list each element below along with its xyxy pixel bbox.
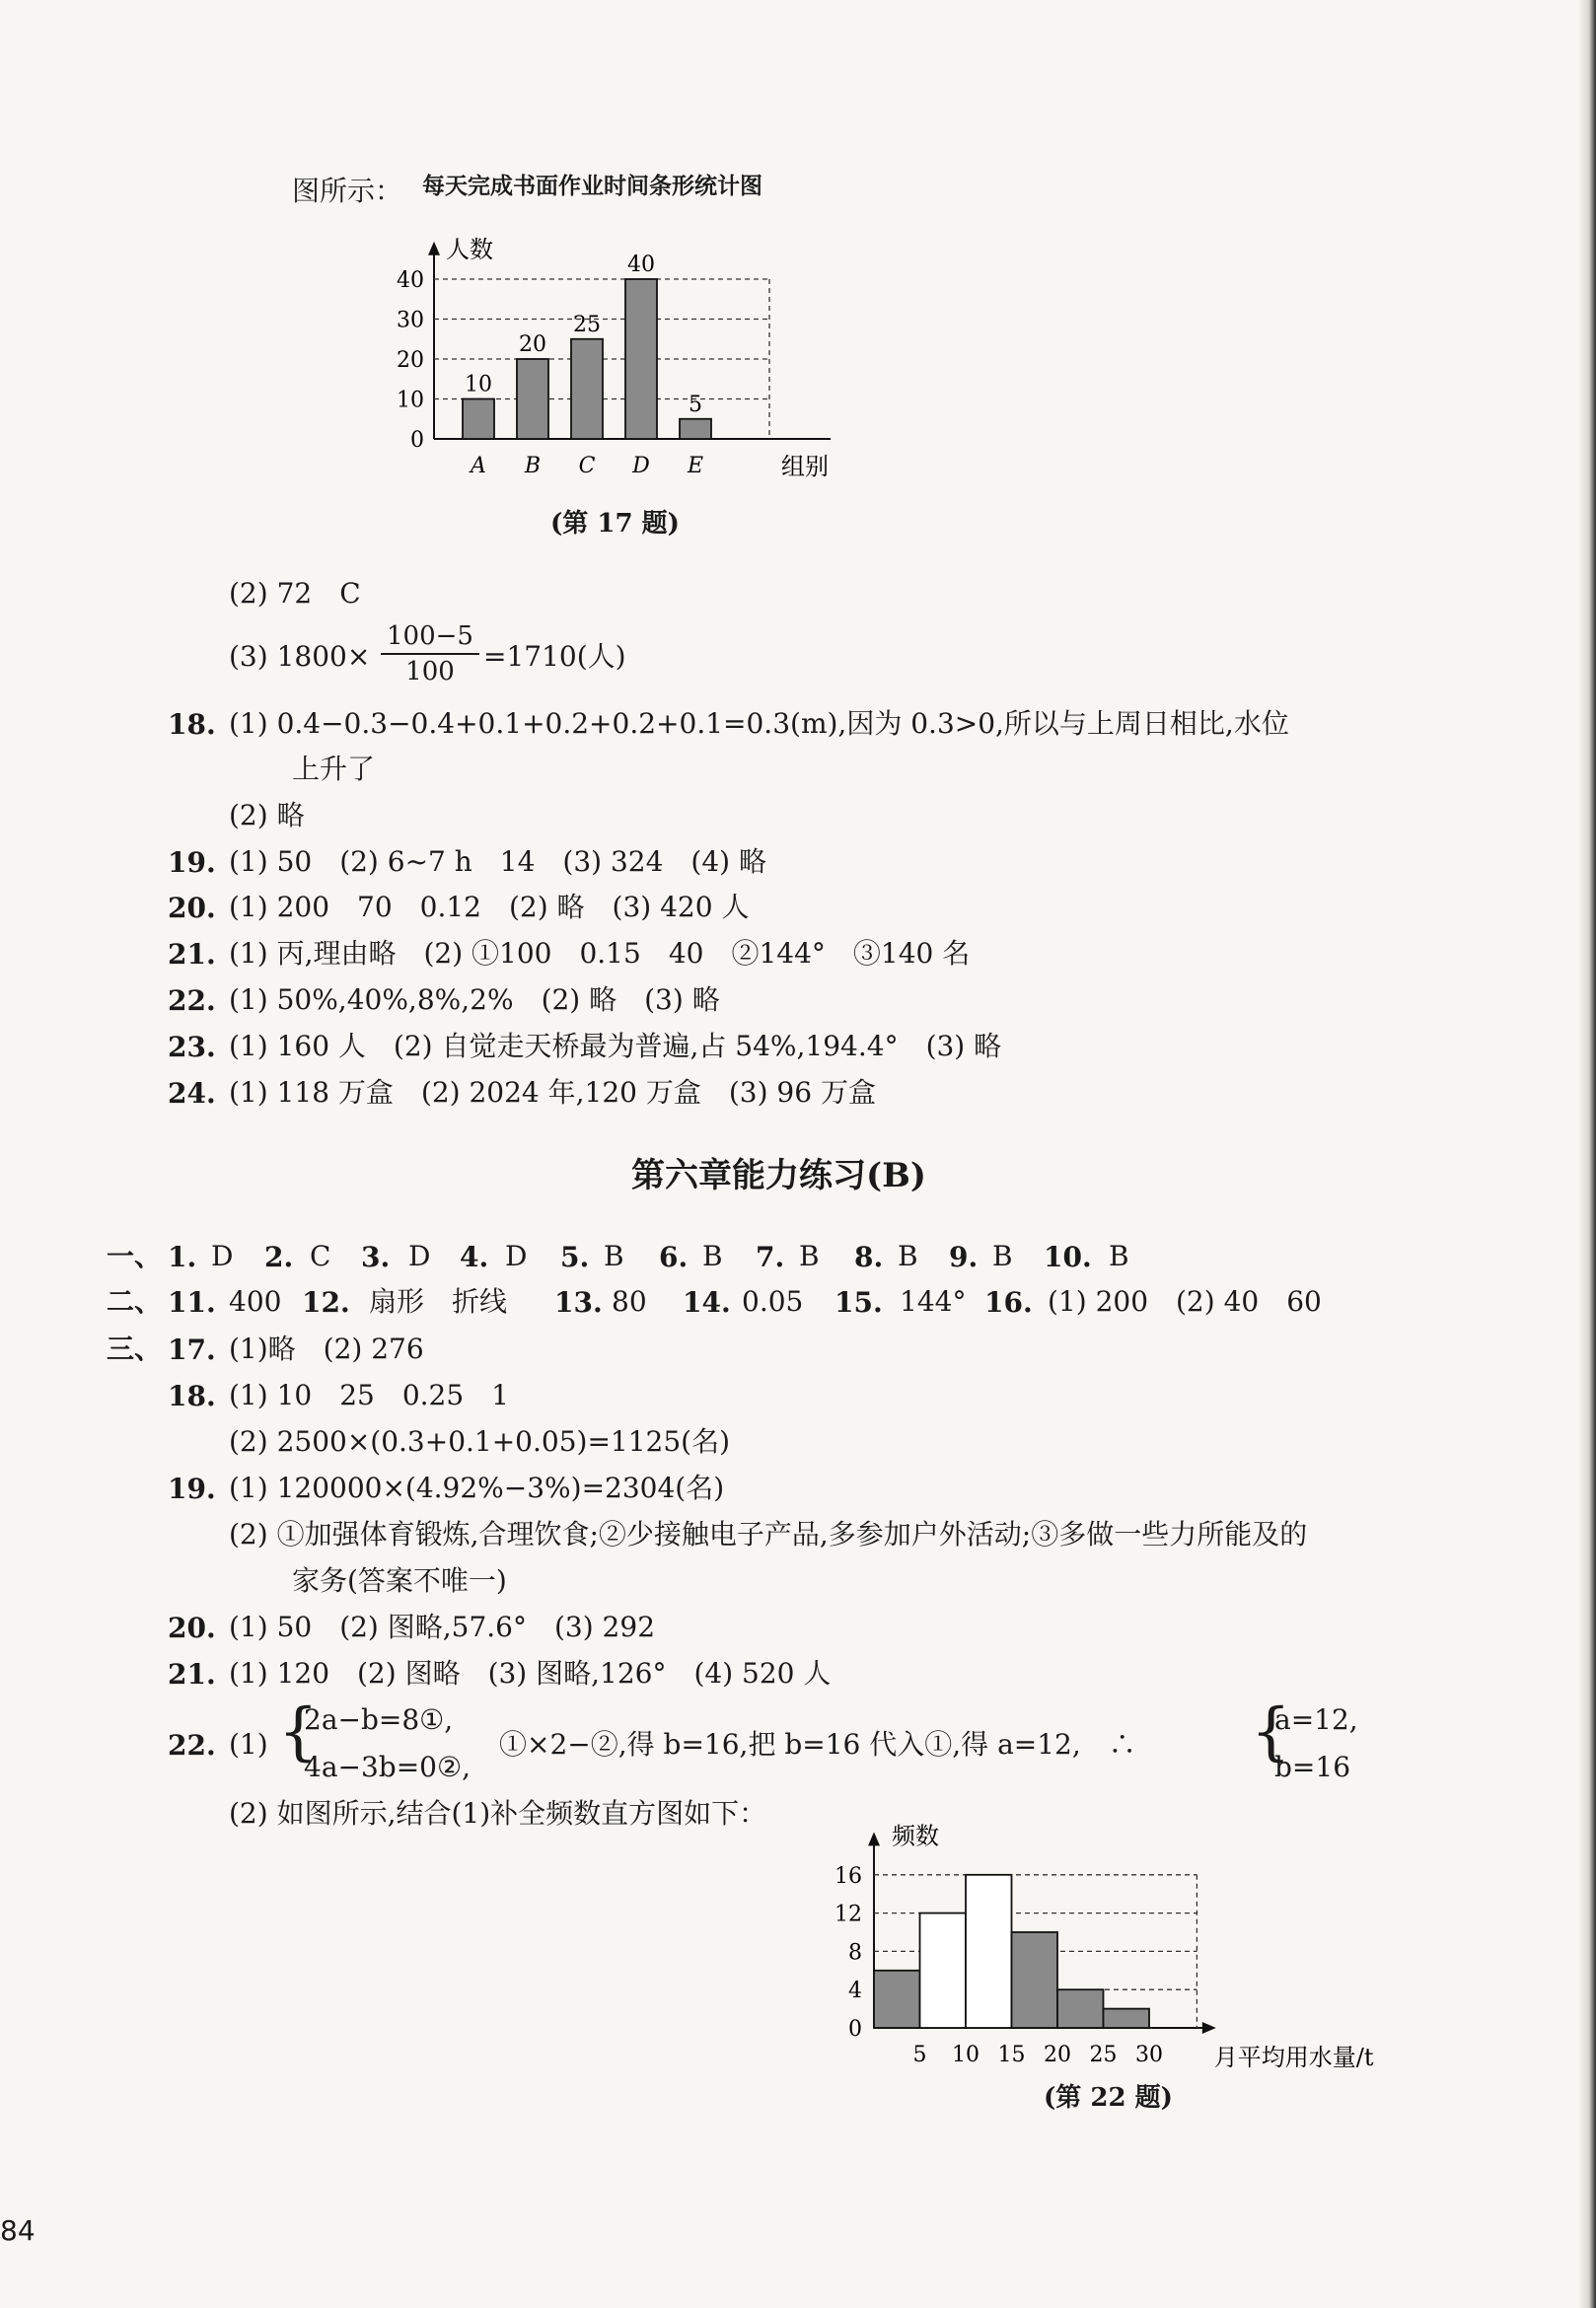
system-1-eq1: 2a−b=8①, <box>304 1703 454 1736</box>
question-number: 15. <box>834 1286 883 1319</box>
bar-A <box>463 399 494 440</box>
answer-3-21: (1) 120 (2) 图略 (3) 图略,126° (4) 520 人 <box>229 1657 832 1690</box>
answer-17-3-suffix: =1710(人) <box>483 640 626 673</box>
question-number: 7. <box>756 1241 785 1273</box>
histogram-bar <box>1012 1932 1058 2028</box>
y-tick-label: 8 <box>848 1940 862 1966</box>
question-number: 8. <box>854 1241 884 1273</box>
histogram-bar <box>1104 2009 1150 2028</box>
question-number: 12. <box>302 1286 350 1319</box>
answer-3-17: (1)略 (2) 276 <box>229 1333 424 1365</box>
x-tick-label: 10 <box>952 2043 979 2067</box>
question-number: 16. <box>984 1286 1033 1319</box>
x-tick-label: 5 <box>912 2043 927 2067</box>
y-axis-arrow <box>428 242 440 255</box>
answer-3-20: (1) 50 (2) 图略,57.6° (3) 292 <box>229 1611 656 1643</box>
question-number-21: 21. <box>168 1658 216 1691</box>
system-2-eq2: b=16 <box>1274 1751 1351 1783</box>
chart-title: 每天完成书面作业时间条形统计图 <box>422 174 762 199</box>
answer-22: (1) 50%,40%,8%,2% (2) 略 (3) 略 <box>229 983 720 1016</box>
question-number-22: 22. <box>168 984 216 1017</box>
y-tick-label: 20 <box>397 348 424 373</box>
figure-prefix: 图所示： <box>292 175 403 207</box>
question-number-18: 18. <box>168 1380 216 1412</box>
question-number: 4. <box>460 1241 489 1273</box>
bar-value-label: 10 <box>465 372 492 397</box>
y-axis-arrow <box>868 1832 880 1845</box>
question-number: 5. <box>560 1241 590 1273</box>
answer-value: B <box>604 1240 624 1272</box>
answer-value: 80 <box>612 1285 647 1318</box>
answer-value: 0.05 <box>742 1285 804 1318</box>
fraction-bar <box>381 653 479 655</box>
answer-value: B <box>702 1240 723 1272</box>
left-brace: { <box>1251 1695 1291 1768</box>
bar-chart-homework-time <box>375 202 868 488</box>
question-number: 6. <box>659 1241 689 1273</box>
question-number-19: 19. <box>168 1473 216 1505</box>
y-axis-label: 人数 <box>446 235 493 263</box>
answer-value: (1) 200 (2) 40 60 <box>1048 1285 1322 1318</box>
answer-3-19-3: 家务(答案不唯一) <box>292 1564 507 1597</box>
y-tick-label: 30 <box>397 308 424 333</box>
question-number: 13. <box>554 1286 603 1319</box>
question-number: 1. <box>168 1241 197 1273</box>
y-tick-label: 40 <box>397 268 424 293</box>
answer-3-22-label: (1) <box>229 1728 268 1761</box>
question-number: 9. <box>949 1241 979 1273</box>
question-number-20: 20. <box>168 1612 216 1644</box>
section-title: 第六章能力练习(B) <box>631 1156 926 1195</box>
bar-value-label: 40 <box>627 252 655 277</box>
figure-caption-17: (第 17 题) <box>550 509 680 539</box>
x-tick-label: A <box>471 454 486 478</box>
bar-value-label: 25 <box>573 312 601 337</box>
answer-value: B <box>799 1240 820 1272</box>
x-tick-label: 30 <box>1135 2043 1163 2067</box>
y-tick-label: 16 <box>834 1863 862 1889</box>
answer-3-18-2: (2) 2500×(0.3+0.1+0.05)=1125(名) <box>229 1425 731 1458</box>
question-number: 2. <box>264 1241 294 1273</box>
question-number-24: 24. <box>168 1077 216 1110</box>
question-number-22: 22. <box>168 1729 216 1762</box>
answer-20: (1) 200 70 0.12 (2) 略 (3) 420 人 <box>229 891 750 923</box>
question-number: 10. <box>1044 1241 1092 1273</box>
y-tick-label: 10 <box>397 388 424 413</box>
answer-19: (1) 50 (2) 6~7 h 14 (3) 324 (4) 略 <box>229 845 766 878</box>
question-number: 11. <box>168 1286 216 1319</box>
answer-value: B <box>898 1240 918 1272</box>
histogram-bar <box>874 1971 920 2028</box>
bar-E <box>680 419 711 439</box>
section-label-1: 一、 <box>107 1240 163 1272</box>
answer-value: D <box>211 1240 234 1272</box>
question-number-18: 18. <box>168 708 216 741</box>
page-number: 84 <box>0 2214 36 2247</box>
x-axis-label: 月平均用水量/t <box>1213 2044 1374 2069</box>
answer-21: (1) 丙,理由略 (2) ①100 0.15 40 ②144° ③140 名 <box>229 937 971 970</box>
answer-3-18-1: (1) 10 25 0.25 1 <box>229 1379 509 1411</box>
answer-value: D <box>505 1240 528 1272</box>
y-tick-label: 0 <box>848 2017 862 2042</box>
question-number-19: 19. <box>168 846 216 879</box>
answer-3-22-2: (2) 如图所示,结合(1)补全频数直方图如下： <box>229 1797 767 1830</box>
y-axis-label: 频数 <box>892 1822 939 1850</box>
fraction-denominator: 100 <box>405 657 455 686</box>
answer-3-19-1: (1) 120000×(4.92%−3%)=2304(名) <box>229 1472 725 1504</box>
answer-18-1: (1) 0.4−0.3−0.4+0.1+0.2+0.2+0.1=0.3(m),因为 0.3>0,所以与上周日相比,水位 <box>229 707 1289 740</box>
bar-D <box>625 279 657 439</box>
page-binding-edge <box>1578 0 1596 2308</box>
histogram-bar <box>920 1913 967 2028</box>
question-number-21: 21. <box>168 938 216 971</box>
fraction-numerator: 100−5 <box>387 621 473 651</box>
answer-value: 400 <box>229 1285 282 1318</box>
answer-17-3-prefix: (3) 1800× <box>229 640 371 673</box>
answer-value: 扇形 折线 <box>369 1285 508 1318</box>
question-number-20: 20. <box>168 892 216 924</box>
question-number-23: 23. <box>168 1031 216 1063</box>
answer-value: D <box>408 1240 431 1272</box>
bar-C <box>571 339 603 439</box>
bar-value-label: 5 <box>689 392 702 417</box>
x-axis-label: 组别 <box>781 453 829 480</box>
system-1-eq2: 4a−3b=0②, <box>304 1751 471 1783</box>
answer-23: (1) 160 人 (2) 自觉走天桥最为普遍,占 54%,194.4° (3) 略 <box>229 1030 1002 1062</box>
y-tick-label: 4 <box>848 1979 862 2004</box>
figure-caption-22: (第 22 题) <box>1044 2083 1173 2113</box>
answer-17-2: (2) 72 C <box>229 577 361 610</box>
system-2-eq1: a=12, <box>1274 1703 1358 1736</box>
answer-18-1-cont: 上升了 <box>292 753 376 785</box>
answer-value: C <box>310 1240 331 1272</box>
answer-value: B <box>1109 1240 1129 1272</box>
left-brace: { <box>278 1695 319 1768</box>
question-number-17: 17. <box>168 1334 216 1366</box>
question-number: 3. <box>361 1241 391 1273</box>
section-label-2: 二、 <box>107 1285 163 1318</box>
y-tick-label: 0 <box>410 428 424 453</box>
y-tick-label: 12 <box>834 1902 862 1927</box>
question-number: 14. <box>683 1286 731 1319</box>
bar-B <box>517 359 548 439</box>
answer-18-2: (2) 略 <box>229 799 305 831</box>
x-tick-label: E <box>687 454 704 478</box>
x-tick-label: C <box>578 454 596 478</box>
x-tick-label: B <box>524 454 542 478</box>
fraction <box>381 623 479 685</box>
bar-value-label: 20 <box>519 332 546 357</box>
x-tick-label: D <box>632 454 650 478</box>
x-tick-label: 20 <box>1044 2043 1071 2067</box>
histogram-water-usage <box>819 1783 1411 2069</box>
section-label-3: 三、 <box>107 1333 163 1365</box>
answer-24: (1) 118 万盒 (2) 2024 年,120 万盒 (3) 96 万盒 <box>229 1076 876 1109</box>
answer-value: B <box>992 1240 1013 1272</box>
histogram-bar <box>1057 1989 1104 2028</box>
answer-3-22-solution: ①×2−②,得 b=16,把 b=16 代入①,得 a=12, ∴ <box>499 1728 1136 1761</box>
x-tick-label: 25 <box>1089 2043 1118 2067</box>
answer-value: 144° <box>900 1285 967 1318</box>
x-axis-arrow <box>1202 2022 1216 2034</box>
histogram-bar <box>966 1875 1012 2028</box>
x-tick-label: 15 <box>997 2043 1026 2067</box>
answer-3-19-2: (2) ①加强体育锻炼,合理饮食;②少接触电子产品,多参加户外活动;③多做一些力所能及的 <box>229 1518 1308 1551</box>
